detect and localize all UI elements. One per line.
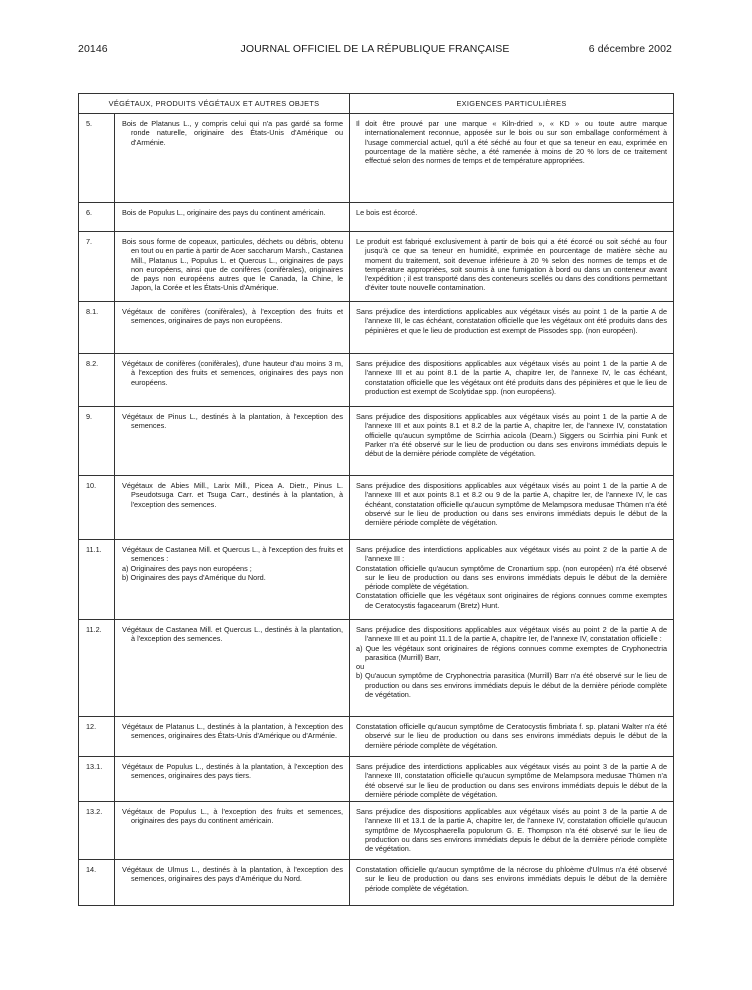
objet-text: a) Originaires des pays non européens ; bbox=[122, 563, 252, 573]
exigence-text: Le produit est fabriqué exclusivement à partir de bois qui a été écorcé ou soit séché au four jusqu'à ce que sa teneur en humidité, exprimée en pourcentage de matière sèche au moment du traitement, soit devenue inférieure à 20 % selon des normes de temps et de température appropriées, soit soumis à une fumigation à bord ou dans un conteneur avant l'expédition ; il est transporté dans des conteneurs scellés ou dans des conditions permettant d'éviter toute nouvelle contamination. bbox=[356, 237, 668, 293]
table-row bbox=[79, 757, 674, 802]
row-exigences-cell bbox=[350, 540, 674, 620]
exigence-text: Sans préjudice des interdictions applicables aux végétaux visés au point 3 de la partie A de l'annexe III, constatation officielle qu'aucun symptôme de Melampsora medusae Thümen n'a été observé sur le lieu de production ou dans ses environs immédiats depuis le début de la dernière période complète de végétation. bbox=[356, 762, 668, 799]
objet-text: Végétaux de Abies Mill., Larix Mill., Picea A. Dietr., Pinus L. Pseudotsuga Carr. et Tsuga Carr., destinés à la plantation, à l'exception des semences. bbox=[122, 481, 344, 509]
column-header-objets: VÉGÉTAUX, PRODUITS VÉGÉTAUX ET AUTRES OBJETS bbox=[79, 94, 350, 114]
row-number: 13.2. bbox=[79, 802, 115, 860]
row-objet-cell bbox=[115, 407, 350, 476]
exigence-text: a) Que les végétaux sont originaires de régions connues comme exemptes de Cryphonectria parasitica (Murrill) Barr, bbox=[356, 643, 668, 662]
page-header bbox=[78, 43, 672, 59]
table-header-row bbox=[79, 94, 674, 114]
objet-text: Végétaux de Ulmus L., destinés à la plantation, à l'exception des semences, originaires des pays d'Amérique du Nord. bbox=[122, 865, 344, 884]
row-number: 11.1. bbox=[79, 540, 115, 620]
exigence-text: Constatation officielle qu'aucun symptôme de Ceratocystis fimbriata f. sp. platani Walter n'a été observé sur le lieu de production ou dans ses environs immédiats depuis le début de la dernière période complète de végétation. bbox=[356, 722, 668, 750]
table-row bbox=[79, 203, 674, 232]
row-number: 9. bbox=[79, 407, 115, 476]
exigence-text: Sans préjudice des interdictions applicables aux végétaux visés au point 1 de la partie A de l'annexe III, le cas échéant, constatation officielle que les végétaux ont été produits dans des pépinières et que le lieu de production est exempt de Pissodes spp. (non européen). bbox=[356, 307, 668, 335]
objet-text: Bois de Populus L., originaire des pays du continent américain. bbox=[122, 208, 326, 217]
row-number: 6. bbox=[79, 203, 115, 232]
exigence-text: Sans préjudice des dispositions applicables aux végétaux visés au point 1 de la partie A de l'annexe III et aux points 8.1 et 8.2 ou 9 de la partie A, chapitre Ier, de l'annexe IV, le cas échéant, constatation officielle qu'aucun symptôme de Melampsora medusae Thümen n'a été observé sur le lieu de production ou dans ses environs immédiats depuis le début de la dernière période complète de végétation. bbox=[356, 481, 668, 528]
row-exigences-cell bbox=[350, 802, 674, 860]
row-exigences-cell bbox=[350, 354, 674, 407]
row-objet-cell bbox=[115, 203, 350, 232]
row-number: 5. bbox=[79, 114, 115, 203]
publication-date: 6 décembre 2002 bbox=[588, 43, 672, 55]
row-exigences-cell bbox=[350, 114, 674, 203]
table-row bbox=[79, 302, 674, 354]
column-header-exigences: EXIGENCES PARTICULIÈRES bbox=[350, 94, 674, 114]
row-exigences-cell bbox=[350, 757, 674, 802]
row-number: 8.1. bbox=[79, 302, 115, 354]
table-row bbox=[79, 476, 674, 540]
row-objet-cell bbox=[115, 354, 350, 407]
row-objet-cell bbox=[115, 232, 350, 302]
exigence-text: Le bois est écorcé. bbox=[356, 208, 418, 217]
objet-text: Végétaux de Pinus L., destinés à la plantation, à l'exception des semences. bbox=[122, 412, 344, 431]
objet-text: Végétaux de conifères (conifèrales), d'une hauteur d'au moins 3 m, à l'exception des fruits et semences, originaires des pays non européens. bbox=[122, 359, 344, 387]
objet-text: Végétaux de conifères (conifèrales), à l'exception des fruits et semences, originaires de pays non européens. bbox=[122, 307, 344, 326]
row-exigences-cell bbox=[350, 620, 674, 717]
table-row bbox=[79, 717, 674, 757]
row-objet-cell bbox=[115, 476, 350, 540]
table-row bbox=[79, 232, 674, 302]
row-number: 7. bbox=[79, 232, 115, 302]
row-objet-cell bbox=[115, 757, 350, 802]
row-number: 8.2. bbox=[79, 354, 115, 407]
table-row bbox=[79, 802, 674, 860]
objet-text: Bois sous forme de copeaux, particules, déchets ou débris, obtenu en tout ou en partie à partir de Acer saccharum Marsh., Castanea Mill., Platanus L., Populus L. et Quercus L., originaires de pays non européens, ainsi que de conifères (conifèrales), originaires de pays non européens autres que le Canada, la Chine, le Japon, la Corée et les États-Unis d'Amérique. bbox=[122, 237, 344, 293]
row-exigences-cell bbox=[350, 717, 674, 757]
table-row bbox=[79, 354, 674, 407]
row-objet-cell bbox=[115, 302, 350, 354]
row-objet-cell bbox=[115, 860, 350, 906]
objet-text: b) Originaires des pays d'Amérique du Nord. bbox=[122, 572, 266, 582]
row-number: 11.2. bbox=[79, 620, 115, 717]
row-objet-cell bbox=[115, 540, 350, 620]
row-exigences-cell bbox=[350, 476, 674, 540]
exigence-text: b) Qu'aucun symptôme de Cryphonectria parasitica (Murrill) Barr n'a été observé sur le lieu de production ou dans ses environs immédiats depuis le début de la dernière période complète de végétation. bbox=[356, 671, 668, 700]
objet-text: Bois de Platanus L., y compris celui qui n'a pas gardé sa forme ronde naturelle, originaire des États-Unis d'Amérique ou d'Arménie. bbox=[122, 119, 344, 147]
row-number: 13.1. bbox=[79, 757, 115, 802]
row-number: 10. bbox=[79, 476, 115, 540]
objet-text: Végétaux de Populus L., à l'exception des fruits et semences, originaires des pays du continent américain. bbox=[122, 807, 344, 826]
journal-title: JOURNAL OFFICIEL DE LA RÉPUBLIQUE FRANÇAISE bbox=[240, 43, 510, 55]
exigence-text: Sans préjudice des dispositions applicables aux végétaux visés au point 1 de la partie A de l'annexe III et aux points 8.1 et 8.2 de la partie A, chapitre Ier, de l'annexe IV, constatation officielle qu'aucun symptôme de Scirrhia acicola (Dearn.) Siggers ou Scirrhia pini Funk et Parker n'a été observé sur le lieu de production ou dans ses environs immédiats depuis le début de la dernière période complète de végétation. bbox=[356, 412, 668, 459]
exigence-text: Constatation officielle que les végétaux sont originaires de régions connues comme exemptes de Ceratocystis fagacearum (Bretz) Hunt. bbox=[356, 591, 668, 610]
row-objet-cell bbox=[115, 717, 350, 757]
objet-text: Végétaux de Populus L., destinés à la plantation, à l'exception des semences, originaires des pays tiers. bbox=[122, 762, 344, 781]
page-number: 20146 bbox=[78, 43, 108, 55]
table-row bbox=[79, 407, 674, 476]
row-exigences-cell bbox=[350, 407, 674, 476]
row-exigences-cell bbox=[350, 203, 674, 232]
row-number: 12. bbox=[79, 717, 115, 757]
requirements-table bbox=[78, 93, 674, 906]
table-row bbox=[79, 114, 674, 203]
row-exigences-cell bbox=[350, 302, 674, 354]
objet-text: Végétaux de Platanus L., destinés à la plantation, à l'exception des semences, originaires des États-Unis d'Amérique ou d'Arménie. bbox=[122, 722, 344, 741]
exigence-text: ou bbox=[356, 662, 365, 672]
exigence-text: Sans préjudice des interdictions applicables aux végétaux visés au point 2 de la partie A de l'annexe III : bbox=[356, 545, 668, 564]
exigence-text: Sans préjudice des dispositions applicables aux végétaux visés au point 2 de la partie A de l'annexe III et au point 11.1 de la partie A, chapitre Ier, de l'annexe IV, constatation officielle : bbox=[356, 625, 668, 644]
objet-text: Végétaux de Castanea Mill. et Quercus L., destinés à la plantation, à l'exception des semences. bbox=[122, 625, 344, 644]
exigence-text: Constatation officielle qu'aucun symptôme de la nécrose du phloème d'Ulmus n'a été observé sur le lieu de production ou dans ses environs immédiats depuis le début de la dernière période complète de végétation. bbox=[356, 865, 668, 893]
exigence-text: Sans préjudice des dispositions applicables aux végétaux visés au point 3 de la partie A de l'annexe III et 13.1 de la partie A, chapitre Ier, de l'annexe IV, constatation officielle qu'aucun symptôme de Mycosphaerella populorum G. E. Thompson n'a été observé sur le lieu de production ou dans ses environs immédiats depuis le début de la dernière période complète de végétation. bbox=[356, 807, 668, 854]
exigence-text: Sans préjudice des dispositions applicables aux végétaux visés au point 1 de la partie A de l'annexe III et au point 8.1 de la partie A, chapitre Ier, de l'annexe IV, le cas échéant, constatation officielle que les végétaux ont été produits dans des pépinières et que le lieu de production est exempt de Scolytidae spp. (non européens). bbox=[356, 359, 668, 396]
row-number: 14. bbox=[79, 860, 115, 906]
exigence-text: Il doit être prouvé par une marque « Kiln-dried », « KD » ou toute autre marque internationalement reconnue, apposée sur le bois ou sur son emballage conformément à l'usage commercial actuel, qu'il a été séché au four et que sa teneur en eau, exprimée en pourcentage de la matière sèche, a été ramenée à moins de 20 % lors de ce traitement effectué selon des normes de temps et de température appropriées. bbox=[356, 119, 668, 166]
row-exigences-cell bbox=[350, 232, 674, 302]
row-objet-cell bbox=[115, 620, 350, 717]
row-objet-cell bbox=[115, 114, 350, 203]
table-row bbox=[79, 620, 674, 717]
exigence-text: Constatation officielle qu'aucun symptôme de Cronartium spp. (non européen) n'a été observé sur le lieu de production ou dans ses environs immédiats depuis le début de la dernière période complète de végétation. bbox=[356, 563, 668, 592]
table-row bbox=[79, 540, 674, 620]
objet-text: Végétaux de Castanea Mill. et Quercus L., à l'exception des fruits et semences : bbox=[122, 545, 344, 564]
row-exigences-cell bbox=[350, 860, 674, 906]
table-row bbox=[79, 860, 674, 906]
row-objet-cell bbox=[115, 802, 350, 860]
